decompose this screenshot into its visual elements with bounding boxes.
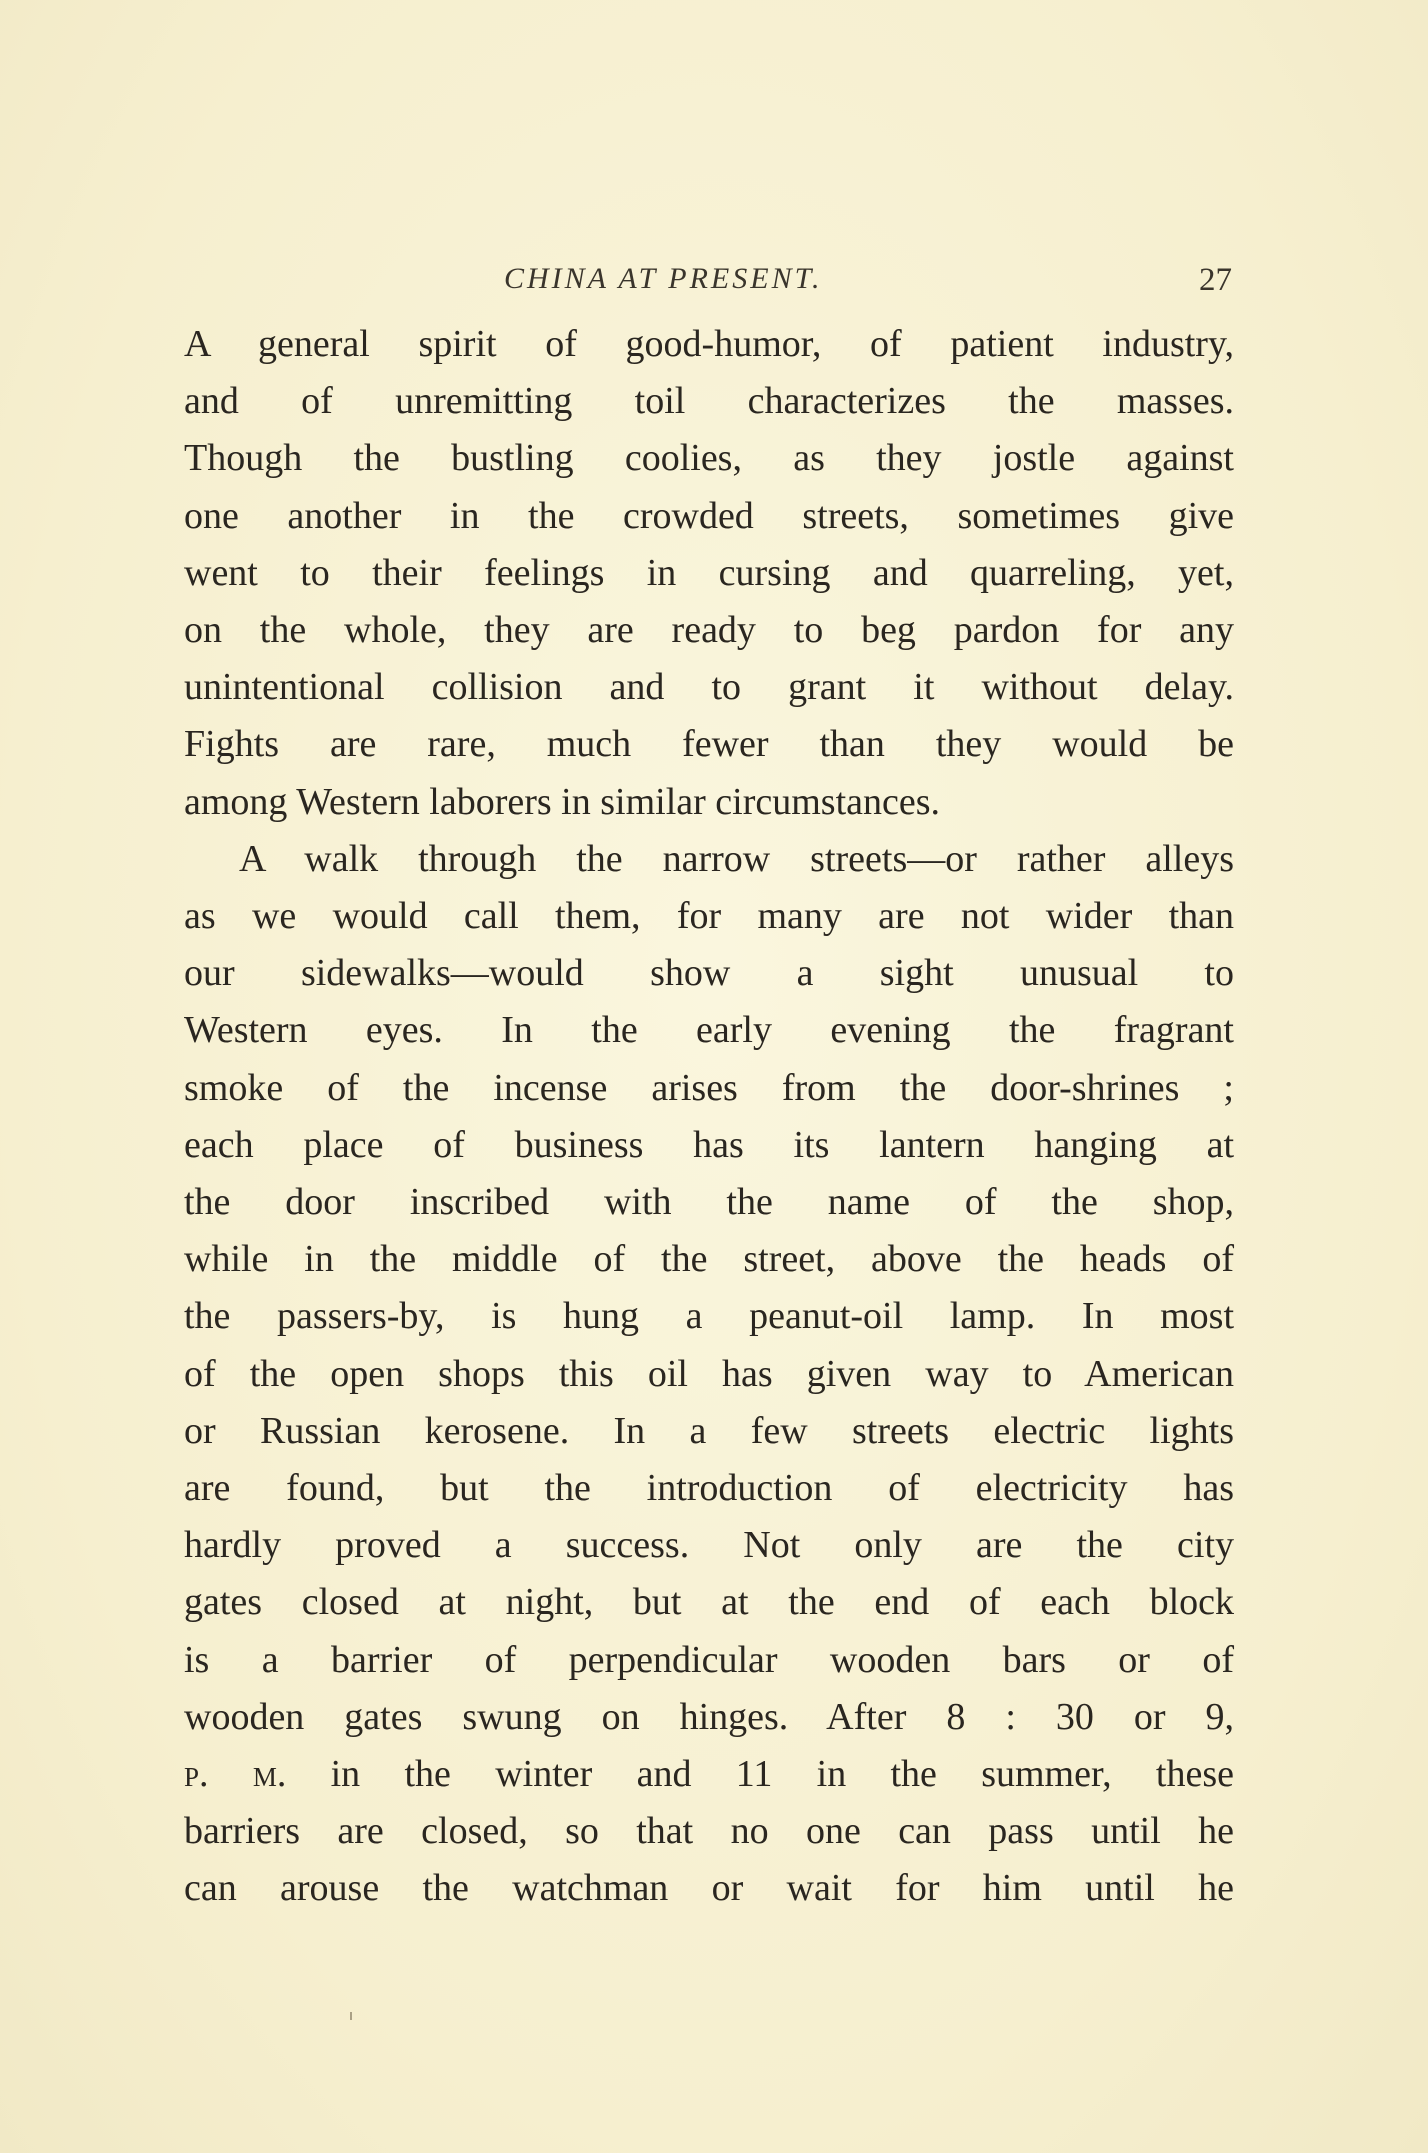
- text-line: are found, but the introduction of electricity has: [184, 1467, 1234, 1510]
- text-line: wooden gates swung on hinges. After 8 : 30 or 9,: [184, 1695, 1234, 1738]
- text-line: is a barrier of perpendicular wooden bars or of: [184, 1638, 1234, 1681]
- text-line: went to their feelings in cursing and quarreling, yet,: [184, 551, 1234, 594]
- text-line: the door inscribed with the name of the shop,: [184, 1181, 1234, 1224]
- text-line: each place of business has its lantern hanging at: [184, 1123, 1234, 1166]
- print-speck: [350, 2012, 352, 2020]
- text-line: A general spirit of good-humor, of patient industry,: [184, 323, 1234, 365]
- pm-line-rest: in the winter and 11 in the summer, these: [286, 1753, 1234, 1796]
- text-line: on the whole, they are ready to beg pardon for any: [184, 609, 1234, 652]
- text-line: and of unremitting toil characterizes the masses.: [184, 380, 1234, 423]
- paragraph-2: [184, 831, 1234, 1918]
- text-line: Fights are rare, much fewer than they would be: [184, 723, 1234, 766]
- text-line: our sidewalks—would show a sight unusual to: [184, 952, 1234, 995]
- running-title: CHINA AT PRESENT.: [504, 262, 823, 295]
- text-line: barriers are closed, so that no one can pass until he: [184, 1810, 1234, 1853]
- text-line: while in the middle of the street, above the heads of: [184, 1238, 1234, 1281]
- text-line: smoke of the incense arises from the door-shrines ;: [184, 1066, 1234, 1109]
- text-line: A walk through the narrow streets—or rather alleys: [239, 837, 1234, 880]
- paragraph-1: [184, 316, 1234, 831]
- text-line: one another in the crowded streets, sometimes give: [184, 494, 1234, 537]
- book-page: [184, 262, 1234, 1918]
- text-line: can arouse the watchman or wait for him until he: [184, 1867, 1234, 1910]
- text-line: Though the bustling coolies, as they jostle against: [184, 437, 1234, 480]
- page-number: 27: [1199, 262, 1232, 298]
- text-line: unintentional collision and to grant it without delay.: [184, 666, 1234, 709]
- text-line: gates closed at night, but at the end of each block: [184, 1581, 1234, 1624]
- text-line: or Russian kerosene. In a few streets electric lights: [184, 1409, 1234, 1452]
- text-line: hardly proved a success. Not only are the city: [184, 1524, 1234, 1567]
- text-line: of the open shops this oil has given way to American: [184, 1352, 1234, 1395]
- text-line: as we would call them, for many are not wider than: [184, 895, 1234, 938]
- text-line: the passers-by, is hung a peanut-oil lamp. In most: [184, 1295, 1234, 1338]
- running-head: [184, 262, 1234, 308]
- text-line: among Western laborers in similar circumstances.: [184, 780, 941, 823]
- text-line: Western eyes. In the early evening the fragrant: [184, 1009, 1234, 1052]
- pm-abbreviation: p. m.: [184, 1753, 287, 1796]
- text-line-pm: [184, 1746, 1234, 1803]
